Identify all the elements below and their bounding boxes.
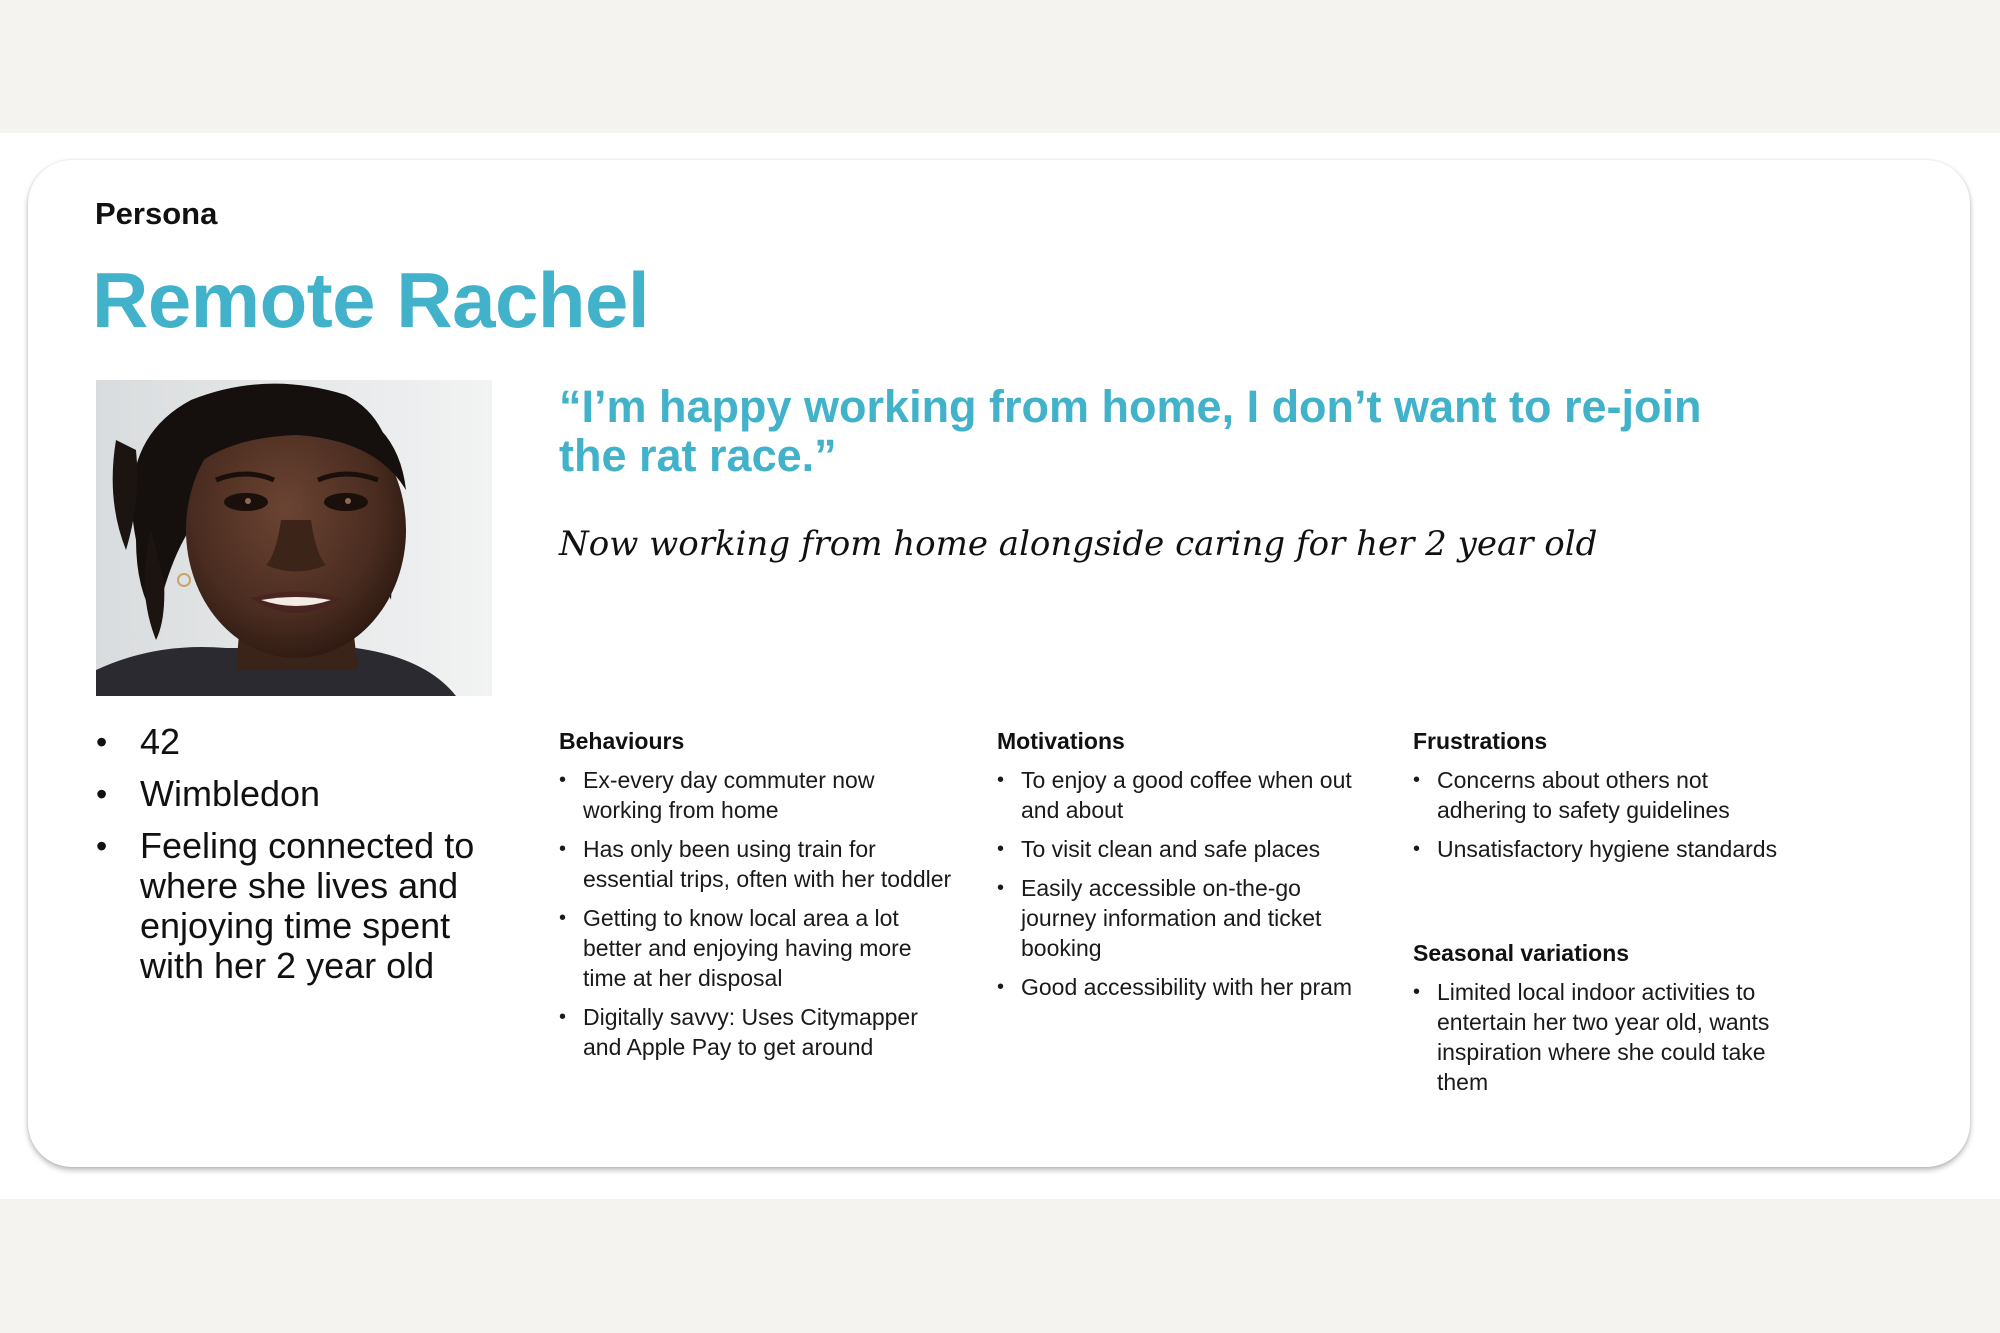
fact-feeling: • Feeling connected to where she lives and enjoying time spent with her 2 year old — [96, 826, 516, 986]
list-item: • Getting to know local area a lot better and enjoying having more time at her disposal — [559, 903, 959, 993]
list-item: • Ex-every day commuter now working from home — [559, 765, 959, 825]
persona-photo — [96, 380, 492, 696]
list-item: • To enjoy a good coffee when out and about — [997, 765, 1377, 825]
fact-age: • 42 — [96, 722, 516, 762]
motivations-section — [997, 728, 1377, 1011]
behaviours-heading: Behaviours — [559, 728, 685, 754]
persona-subtitle: Now working from home alongside caring for her 2 year old — [559, 524, 1598, 564]
persona-facts — [96, 722, 516, 998]
motivations-heading: Motivations — [997, 728, 1125, 754]
motivations-list — [997, 765, 1377, 1002]
seasonal-variations-heading: Seasonal variations — [1413, 940, 1630, 966]
frustrations-list — [1413, 765, 1793, 864]
list-item: • To visit clean and safe places — [997, 834, 1377, 864]
behaviours-list — [559, 765, 959, 1062]
list-item: • Concerns about others not adhering to safety guidelines — [1413, 765, 1793, 825]
frustrations-section — [1413, 728, 1793, 873]
persona-eyebrow: Persona — [95, 196, 218, 231]
behaviours-section — [559, 728, 959, 1071]
seasonal-variations-section — [1413, 940, 1793, 1106]
persona-quote: “I’m happy working from home, I don’t want to re-join the rat race.” — [559, 381, 1702, 481]
list-item: • Easily accessible on-the-go journey information and ticket booking — [997, 873, 1377, 963]
frustrations-heading: Frustrations — [1413, 728, 1548, 754]
list-item: • Limited local indoor activities to entertain her two year old, wants inspiration where she could take them — [1413, 977, 1793, 1097]
persona-name: Remote Rachel — [92, 256, 650, 344]
fact-location: • Wimbledon — [96, 774, 516, 814]
list-item: • Good accessibility with her pram — [997, 972, 1377, 1002]
seasonal-variations-list — [1413, 977, 1793, 1097]
list-item: • Unsatisfactory hygiene standards — [1413, 834, 1793, 864]
list-item: • Has only been using train for essential trips, often with her toddler — [559, 834, 959, 894]
list-item: • Digitally savvy: Uses Citymapper and Apple Pay to get around — [559, 1002, 959, 1062]
